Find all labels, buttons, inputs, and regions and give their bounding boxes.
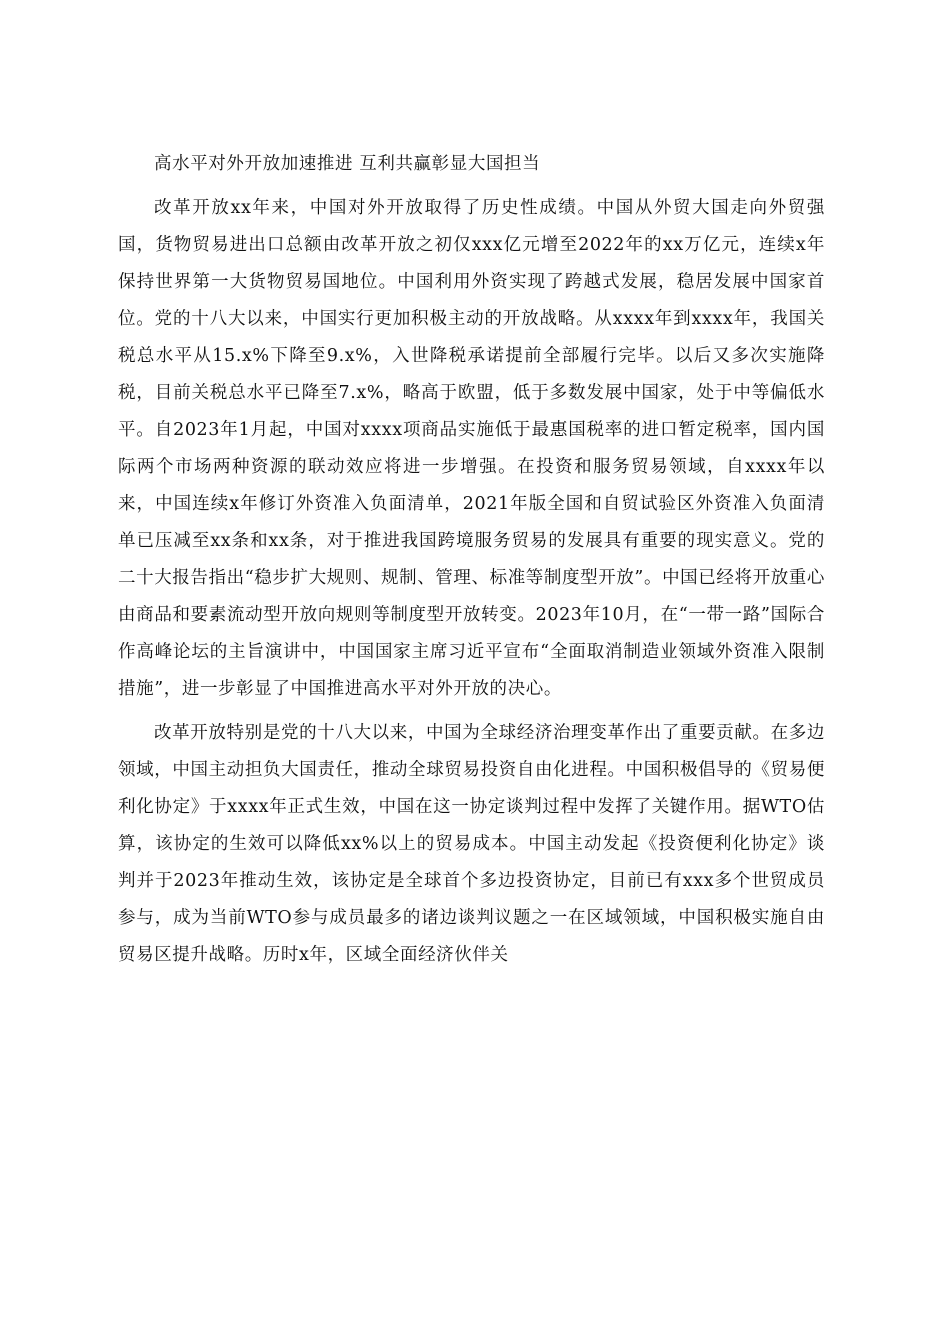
- paragraph-global-governance: 改革开放特别是党的十八大以来，中国为全球经济治理变革作出了重要贡献。在多边领域，中国主动担负大国责任，推动全球贸易投资自由化进程。中国积极倡导的《贸易便利化协定》于xxxx年正式生效，中国在这一协定谈判过程中发挥了关键作用。据WTO估算，该协定的生效可以降低xx%以上的贸易成本。中国主动发起《投资便利化协定》谈判并于2023年推动生效，该协定是全球首个多边投资协定，目前已有xxx多个世贸成员参与，成为当前WTO参与成员最多的诸边谈判议题之一在区域领域，中国积极实施自由贸易区提升战略。历时x年，区域全面经济伙伴关: [118, 723, 825, 965]
- paragraph-opening-achievements: 改革开放xx年来，中国对外开放取得了历史性成绩。中国从外贸大国走向外贸强国，货物贸易进出口总额由改革开放之初仅xxx亿元增至2022年的xx万亿元，连续x年保持世界第一大货物贸易国地位。中国利用外资实现了跨越式发展，稳居发展中国家首位。党的十八大以来，中国实行更加积极主动的开放战略。从xxxx年到xxxx年，我国关税总水平从15.x%下降至9.x%，入世降税承诺提前全部履行完毕。以后又多次实施降税，目前关税总水平已降至7.x%，略高于欧盟，低于多数发展中国家，处于中等偏低水平。自2023年1月起，中国对xxxx项商品实施低于最惠国税率的进口暂定税率，国内国际两个市场两种资源的联动效应将进一步增强。在投资和服务贸易领域，自xxxx年以来，中国连续x年修订外资准入负面清单，2021年版全国和自贸试验区外资准入负面清单已压减至xx条和xx条，对于推进我国跨境服务贸易的发展具有重要的现实意义。党的二十大报告指出“稳步扩大规则、规制、管理、标准等制度型开放”。中国已经将开放重心由商品和要素流动型开放向规则等制度型开放转变。2023年10月，在“一带一路”国际合作高峰论坛的主旨演讲中，中国国家主席习近平宣布“全面取消制造业领域外资准入限制措施”，进一步彰显了中国推进高水平对外开放的决心。: [118, 198, 825, 699]
- document-body: [118, 146, 825, 981]
- document-title: 高水平对外开放加速推进 互利共赢彰显大国担当: [154, 154, 541, 174]
